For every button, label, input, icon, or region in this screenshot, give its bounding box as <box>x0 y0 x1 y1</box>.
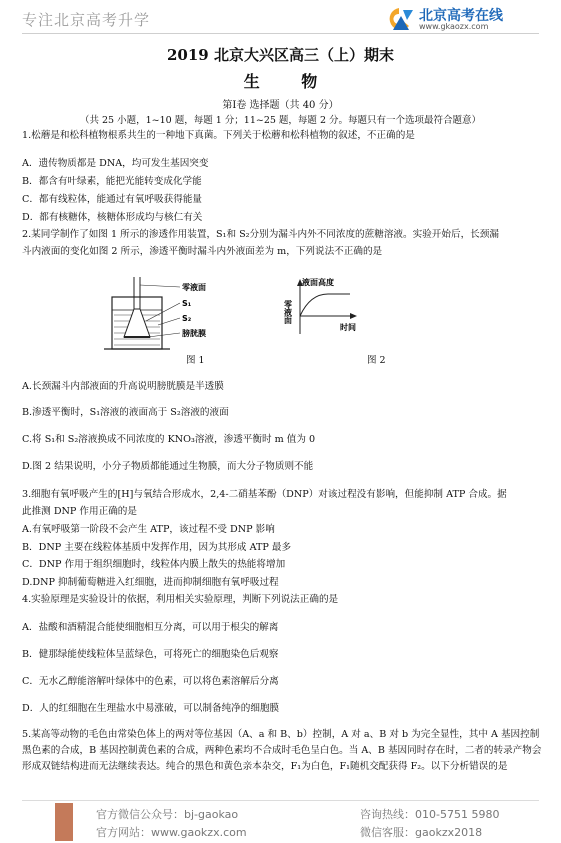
q4-option-c: C．无水乙醇能溶解叶绿体中的色素，可以将色素溶解后分离 <box>22 676 279 687</box>
exam-title: 2019 北京大兴区高三（上）期末 <box>167 46 394 64</box>
q4-option-b: B．健那绿能使线粒体呈蓝绿色，可将死亡的细胞染色后观察 <box>22 649 279 660</box>
fig2-zero-label: 零液面 <box>283 300 293 324</box>
logo-name: 北京高考在线 <box>419 8 503 24</box>
figure-2-level-curve <box>280 276 380 342</box>
q3-option-d: D.DNP 抑制葡萄糖进入红细胞，进而抑制细胞有氧呼吸过程 <box>22 577 279 588</box>
fig1-label-membrane: 膀胱膜 <box>182 329 206 338</box>
section-note: （共 25 小题，1~10 题，每题 1 分；11~25 题，每题 2 分。每题只有一个选项最符合题意） <box>79 115 482 126</box>
footer-accent-bar <box>55 803 73 841</box>
header-divider <box>22 33 539 34</box>
footer-hotline: 咨询热线：010-5751 5980 <box>360 808 500 821</box>
fig2-xlabel: 时间 <box>340 323 356 332</box>
q5-stem: 5.某高等动物的毛色由常染色体上的两对等位基因（A、a 和 B、b）控制，A 对 a、B 对 b 为完全显性，其中 A 基因控制黑色素的合成，B 基因控制黄色素的合成，两种色素均不合成时毛色呈白色。当 A、B 基因同时存在时，二者的转录产物会形成双链结构进而无法继续表达。纯合的黑色和黄色亲本杂交，F₁为白色，F₁随机交配获得 F₂。以下分析错误的是 <box>22 729 542 772</box>
q1-option-a: A．遗传物质都是 DNA，均可发生基因突变 <box>22 158 209 169</box>
q4-stem: 4.实验原理是实验设计的依据，利用相关实验原理，判断下列说法正确的是 <box>22 594 339 605</box>
footer-wechat: 官方微信公众号：bj-gaokao <box>96 808 239 821</box>
figure-1-osmosis-apparatus <box>100 275 230 355</box>
header-slogan: 专注北京高考升学 <box>22 11 151 29</box>
exam-subject: 生 物 <box>243 72 336 91</box>
page-footer <box>0 800 561 843</box>
section-title: 第Ⅰ卷 选择题（共 40 分） <box>222 100 339 111</box>
q2-option-a: A.长颈漏斗内部液面的升高说明膀胱膜是半透膜 <box>22 381 224 392</box>
fig1-label-zero-level: 零液面 <box>182 283 206 292</box>
q4-option-a: A．盐酸和酒精混合能使细胞相互分离，可以用于根尖的解离 <box>22 622 279 633</box>
logo-url: www.gkaozx.com <box>419 22 489 31</box>
logo-mark-icon <box>385 6 415 32</box>
fig1-label-s2: S₂ <box>182 314 192 323</box>
q3-option-a: A.有氧呼吸第一阶段不会产生 ATP，该过程不受 DNP 影响 <box>22 524 275 535</box>
q3-stem-line2: 此推测 DNP 作用正确的是 <box>22 506 137 517</box>
q1-stem: 1.松蘑是和松科植物根系共生的一种地下真菌。下列关于松蘑和松科植物的叙述，不正确的是 <box>22 130 415 141</box>
fig1-label-s1: S₁ <box>182 299 192 308</box>
q1-option-d: D．都有核糖体，核糖体形成均与核仁有关 <box>22 212 203 223</box>
q3-option-b: B．DNP 主要在线粒体基质中发挥作用，因为其形成 ATP 最多 <box>22 542 292 553</box>
footer-wechat-service: 微信客服：gaokzx2018 <box>360 826 483 839</box>
q1-option-c: C．都有线粒体，能通过有氧呼吸获得能量 <box>22 194 203 205</box>
fig2-ylabel: 液面高度 <box>302 278 334 287</box>
q4-option-d: D．人的红细胞在生理盐水中易涨破，可以制备纯净的细胞膜 <box>22 703 280 714</box>
q2-option-c: C.将 S₁和 S₂溶液换成不同浓度的 KNO₃溶液，渗透平衡时 m 值为 0 <box>22 434 316 445</box>
figure-1-caption: 图 1 <box>186 355 205 366</box>
q3-stem-line1: 3.细胞有氧呼吸产生的[H]与氧结合形成水，2,4-二硝基苯酚（DNP）对该过程没有影响，但能抑制 ATP 合成。据 <box>22 489 507 500</box>
site-logo[interactable] <box>385 4 545 36</box>
footer-website[interactable]: 官方网站：www.gaokzx.com <box>96 826 247 839</box>
q2-stem-line1: 2.某同学制作了如图 1 所示的渗透作用装置，S₁和 S₂分别为漏斗内外不同浓度的蔗糖溶液。实验开始后，长颈漏 <box>22 229 499 240</box>
q3-option-c: C．DNP 作用于组织细胞时，线粒体内膜上散失的热能将增加 <box>22 559 286 570</box>
q2-option-b: B.渗透平衡时，S₁溶液的液面高于 S₂溶液的液面 <box>22 407 229 418</box>
q2-stem-line2: 斗内液面的变化如图 2 所示，渗透平衡时漏斗内外液面差为 m，下列说法不正确的是 <box>22 246 383 257</box>
figure-2-caption: 图 2 <box>367 355 386 366</box>
q1-option-b: B．都含有叶绿素，能把光能转变成化学能 <box>22 176 202 187</box>
q2-option-d: D.图 2 结果说明，小分子物质都能通过生物膜，而大分子物质则不能 <box>22 461 314 472</box>
